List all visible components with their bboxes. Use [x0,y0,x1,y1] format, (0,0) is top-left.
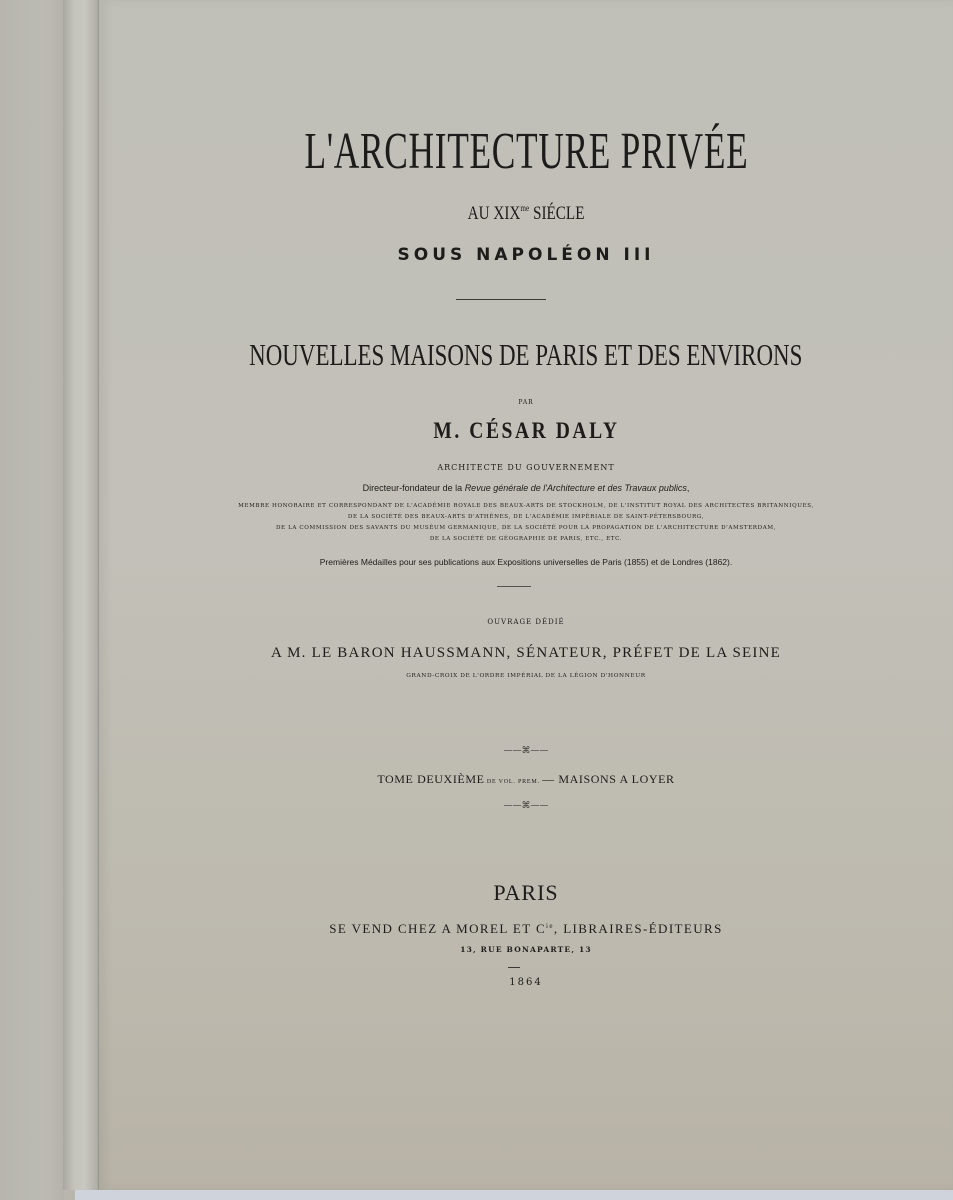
subtitle-reign: SOUS NAPOLÉON III [397,245,655,265]
by-label: PAR [518,399,534,406]
director-prefix: Directeur-fondateur de la [362,483,465,493]
divider-rule [456,299,546,300]
century-suffix: SIÉCLE [529,203,585,224]
page-fold [63,0,99,1190]
author-name [99,418,953,444]
journal-name: Revue générale de l'Architecture et des Travaux publics [464,483,687,493]
subtitle-century [99,203,953,225]
medals-line: Premières Médailles pour ses publications aux Expositions universelles de Paris (1855) et de Londres (1862). [319,557,733,567]
imprint-city: PARIS [493,880,559,905]
century-sup: me [520,203,530,213]
publisher-sup: ie [546,922,554,930]
century-prefix: AU XIX [467,203,521,224]
membership-line: MEMBRE HONORAIRE ET CORRESPONDANT DE L'ACADÉMIE ROYALE DES BEAUX-ARTS DE STOCKHOLM, DE L'INSTITUT ROYAL DES ARCHITECTES BRITANNIQUES, [238,503,814,509]
main-heading-text: NOUVELLES MAISONS DE PARIS ET DES ENVIRONS [249,337,803,372]
table-surface [75,1190,953,1200]
ornament-icon: ——⌘—— [503,746,549,756]
subtitle-century-text [468,203,585,225]
book-title-text: L'ARCHITECTURE PRIVÉE [304,123,748,180]
membership-line: DE LA COMMISSION DES SAVANTS DU MUSÉUM GERMANIQUE, DE LA SOCIÉTÉ POUR LA PROPAGATION DE L'ARCHITECTURE D'AMSTERDAM, [275,525,777,531]
dedicatee-honor: GRAND-CROIX DE L'ORDRE IMPÉRIAL DE LA LÉGION D'HONNEUR [406,673,646,679]
ornament-icon: ——⌘—— [503,801,549,811]
volume-main: TOME DEUXIÈME [377,772,485,786]
left-page-edge [0,0,64,1200]
publisher-suffix: , LIBRAIRES-ÉDITEURS [553,921,723,936]
divider-dash [508,967,520,968]
divider-rule-short [497,586,531,587]
publication-year: 1864 [509,977,543,988]
author-name-text: M. CÉSAR DALY [432,418,620,443]
volume-small: DE VOL. PREM. [484,779,543,785]
volume-line [99,772,953,787]
author-title: ARCHITECTE DU GOUVERNEMENT [437,463,615,472]
publisher-prefix: SE VEND CHEZ A MOREL ET C [329,921,547,936]
main-heading [99,337,953,373]
title-page-content [99,0,953,1190]
publisher-line [99,921,953,937]
dedication-label: OUVRAGE DÉDIÉ [487,618,565,626]
volume-subject: MAISONS A LOYER [558,772,675,786]
membership-line: DE LA SOCIÉTÉ DES BEAUX-ARTS D'ATHÈNES, DE L'ACADÉMIE IMPÉRIALE DE SAINT-PÉTERSBOURG, [347,514,705,520]
publisher-address: 13, RUE BONAPARTE, 13 [460,945,592,954]
volume-dash: — [542,772,559,786]
book-title [99,122,953,181]
membership-line: DE LA SOCIÉTÉ DE GÉOGRAPHIE DE PARIS, ETC., ETC. [429,536,623,542]
author-director-line [99,483,953,493]
dedicatee: A M. LE BARON HAUSSMANN, SÉNATEUR, PRÉFET DE LA SEINE [270,645,782,661]
director-suffix: , [686,483,690,493]
